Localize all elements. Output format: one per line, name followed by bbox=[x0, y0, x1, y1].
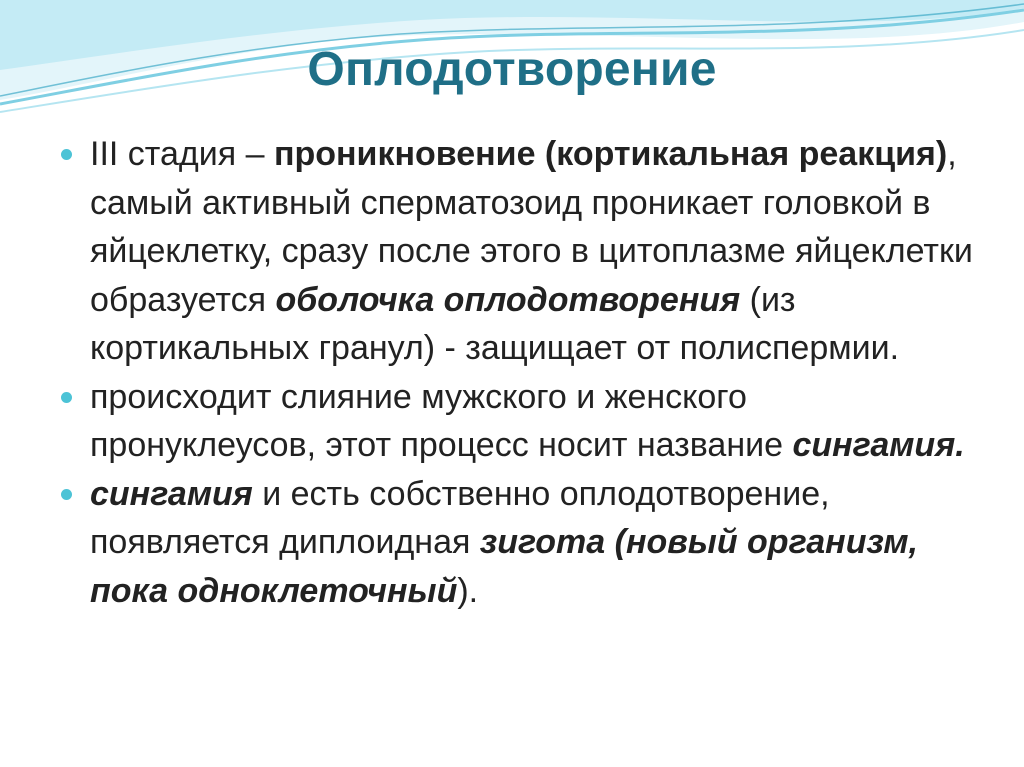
text-run: ). bbox=[457, 571, 479, 610]
text-run: происходит слияние мужского и женского пронуклеусов, этот процесс носит название bbox=[90, 377, 793, 464]
text-run: (из кортикальных гранул) - защищает от полиспермии. bbox=[90, 280, 900, 367]
bold-italic-text: сингамия bbox=[90, 474, 253, 513]
bullet-item-2 bbox=[60, 373, 980, 470]
slide-title: Оплодотворение bbox=[307, 43, 717, 96]
text-run: III стадия – bbox=[90, 135, 274, 173]
text-run: и есть собственно оплодотворение, появляется диплоидная bbox=[90, 474, 830, 561]
text-run: , самый активный сперматозоид проникает головкой в яйцеклетку, сразу после этого в цитоплазме яйцеклетки образуется bbox=[90, 135, 973, 319]
bullet-dot-icon bbox=[61, 392, 72, 403]
bold-italic-text: зигота (новый организм, пока одноклеточный bbox=[90, 523, 918, 610]
bold-italic-text: сингамия. bbox=[792, 426, 965, 464]
bullet-dot-icon bbox=[61, 149, 72, 160]
bullet-item-3 bbox=[60, 470, 980, 616]
bullet-item-1 bbox=[60, 130, 980, 373]
bold-text: проникновение (кортикальная реакция) bbox=[273, 135, 948, 173]
bullet-list bbox=[60, 130, 980, 615]
bold-italic-text: оболочка оплодотворения bbox=[275, 280, 741, 319]
bullet-dot-icon bbox=[61, 489, 72, 500]
